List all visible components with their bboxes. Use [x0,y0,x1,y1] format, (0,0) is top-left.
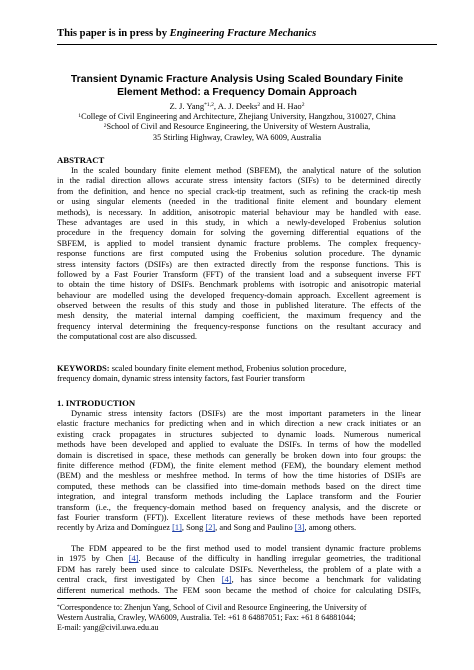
author-3: and H. Hao [260,101,302,111]
introduction-paragraph-1 [57,409,421,523]
affiliation-1-sup: 1 [78,113,82,119]
intro-p1-line: transform (i.e., the frequency-domain method based on frequency analysis, and the discrete or [57,502,421,512]
footnote-rule [57,598,177,599]
citation-link-4a[interactable]: [4] [128,554,139,564]
abstract-body-line: frequency interval determining the frequency-response functions on the resultant accuracy and [57,321,421,331]
introduction-p1-last-line [57,523,421,533]
title-line-1: Transient Dynamic Fracture Analysis Using Scaled Boundary Finite [70,74,404,85]
author-2-sup: 2 [257,102,261,108]
abstract-body-line: the computational cost are also discussed. [57,332,198,342]
affiliation-2 [40,122,434,132]
footnote-line-3: E-mail: yang@civil.uwa.edu.au [57,622,159,632]
citation-link-1[interactable]: [1] [172,523,182,532]
intro-p2-line-2 [57,554,421,564]
journal-name: Engineering Fracture Mechanics [169,28,317,39]
header-rule [57,44,437,45]
affiliation-2-text: School of Civil and Resource Engineering, the University of Western Australia, [106,122,371,131]
correspondence-footnote [57,603,427,632]
keywords-line-1: scaled boundary finite element method, Frobenius solution procedure, [109,364,347,373]
intro-p1-line: Dynamic stress intensity factors (DSIFs) are the most important parameters in the linear [71,409,421,418]
author-1-sup: *1,2 [204,102,214,108]
abstract-body-line: mesh density, the material internal damping coefficient, the maximum frequency and the [57,311,421,321]
press-notice [57,28,437,39]
abstract-body-line: In the scaled boundary finite element method (SBFEM), the analytical nature of the solution [71,166,421,175]
affiliation-2-address-text: 35 Stirling Highway, Crawley, WA 6009, Australia [152,133,322,142]
citation-link-2[interactable]: [2] [205,523,216,532]
introduction-paragraph-2 [57,544,421,596]
press-prefix: This paper is in press by [57,28,170,39]
abstract-body-line: behaviour are modelled using the developed frequency-domain approach. Excellent agreement is [57,290,421,300]
intro-p1-line: computed, these methods can be classified into time-domain methods based on the direct time [57,481,421,491]
text-span: , and Song and Paulino [215,523,295,532]
author-list [40,101,434,111]
abstract-body-line: or using singular elements (needed in the traditional finite element and boundary element [57,197,421,207]
intro-p1-line: existing crack propagates in structures subjected to dynamic loads. Numerous numerical [57,429,421,439]
keywords-label: KEYWORDS: [57,364,110,373]
affiliation-2-address [40,133,434,143]
abstract-body-line: procedure in the frequency domain for solving the governing differential equations of the [57,228,421,238]
text-span: in 1975 by Chen [57,554,129,564]
intro-p2-line-1: The FDM appeared to be the first method used to model transient dynamic fracture problems [71,544,421,553]
intro-p2-line-4 [57,575,421,585]
abstract-body-line: followed by a Fast Fourier Transform (FFT) of the transient load and a subsequent inverse FFT [57,269,421,279]
abstract-body-line: response functions are first computed using the Frobenius solution procedure. The dynamic [57,249,421,259]
abstract-body-line: observed between the results of this study and those in published literature. The effects of the [57,301,421,311]
abstract-body-line: SBFEM, is applied to model transient dynamic fracture problems. The complex frequency- [57,238,421,248]
abstract-body-line: to obtain the time history of DSIFs. Benchmark problems with isotropic and anisotropic material [57,280,421,290]
intro-p1-line: elastic fracture mechanics for predicting when and in which direction a new crack initiates or an [57,419,421,429]
author-2: , A. J. Deeks [213,101,258,111]
abstract-body-line: These advantages are used in this study, in which a newly-developed Frobenius solution [57,217,421,227]
intro-p2-line-5: different numerical methods. The FEM soon became the method of choice for calculating DSIFs, [57,585,421,595]
text-span: central crack, first investigated by Chen [57,575,222,585]
text-span: , among others. [304,523,357,532]
intro-p1-line: fast Fourier transform (FFT)). Excellent literature reviews of these methods have been reported [57,512,421,522]
intro-p1-line: integration, and integral transform methods including the Laplace transform and the Fourier [57,492,421,502]
paper-title [40,73,434,99]
affiliation-2-sup: 2 [103,123,107,129]
abstract-heading: ABSTRACT [57,155,105,165]
intro-p1-line: domain is discretised in space, these methods can generally be broken down into four groups: the [57,450,421,460]
text-span: recently by Ariza and Domínguez [57,523,173,532]
introduction-heading: 1. INTRODUCTION [57,398,136,408]
footnote-marker: * [57,604,60,610]
abstract-body [57,166,421,343]
abstract-body-line: methods), is necessary. In addition, anisotropic material behaviour may be handled with ease. [57,207,421,217]
intro-p1-line: methods have been developed and applied to evaluate the DSIFs. In terms of how the modelled [57,440,421,450]
text-span: , has since become a benchmark for validating [231,575,421,585]
intro-p1-line: finite difference method (FDM), the finite element method (FEM), the boundary element method [57,460,421,470]
affiliation-1 [40,112,434,122]
abstract-body-line: from the definition, and hence no special crack-tip treatment, such as refining the crack-tip mesh [57,186,421,196]
intro-p1-line: (BEM) and the meshless or meshfree method. In terms of how the time histories of DSIFs are [57,471,421,481]
title-line-2: Element Method: a Frequency Domain Approach [117,87,357,98]
author-1: Z. J. Yang [169,101,205,111]
keywords-line-2: frequency domain, dynamic stress intensity factors, fast Fourier transform [57,374,305,384]
keywords [57,364,421,385]
author-3-sup: 2 [301,102,305,108]
footnote-line-1: Correspondence to: Zhenjun Yang, School of Civil and Resource Engineering, the University of [59,603,367,612]
footnote-line-2: Western Australia, Crawley, WA6009, Australia. Tel: +61 8 64887051; Fax: +61 8 64881044; [57,612,356,622]
abstract-body-line: stress intensity factors (DSIFs) are then extracted directly from the response functions. This is [57,259,421,269]
affiliation-1-text: College of Civil Engineering and Architecture, Zhejiang University, Hangzhou, 310027, China [81,112,396,121]
abstract-body-line: in the radial direction allows accurate stress intensity factors (SIFs) to be determined directly [57,176,421,186]
citation-link-3[interactable]: [3] [294,523,305,532]
text-span: , Song [181,523,206,532]
intro-p2-line-3: FDM has rarely been used since to calculate DSIFs. Nevertheless, the problem of a plate with a [57,564,421,574]
citation-link-4b[interactable]: [4] [221,575,232,585]
text-span: . Because of the difficulty in handling irregular geometries, the traditional [138,554,421,564]
